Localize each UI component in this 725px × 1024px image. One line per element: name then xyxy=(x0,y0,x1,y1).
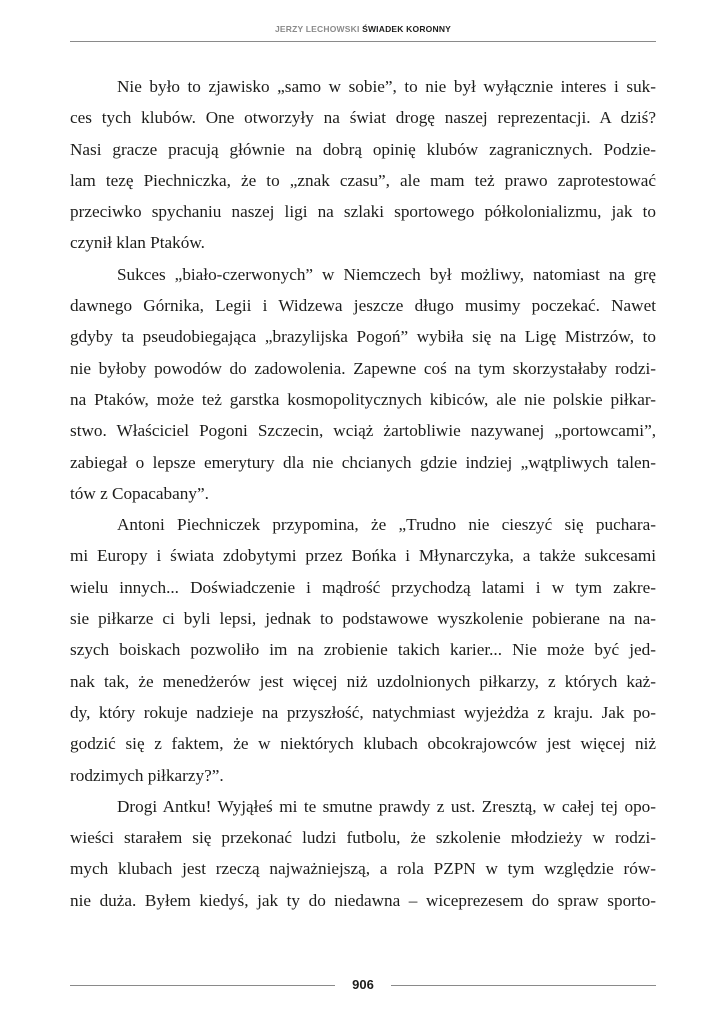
body-text xyxy=(70,71,656,916)
text-line: godzić się z faktem, że w niektórych klubach obcokrajowców jest więcej niż xyxy=(70,734,656,754)
text-line: wielu innych... Doświadczenie i mądrość przychodzą latami i w tym zakre- xyxy=(70,577,656,597)
text-line: nie byłoby powodów do zadowolenia. Zapewne coś na tym skorzystałaby rodzi- xyxy=(70,358,656,378)
text-line: Sukces „biało-czerwonych” w Niemczech był możliwy, natomiast na grę xyxy=(117,264,656,284)
running-header-author: JERZY LECHOWSKI xyxy=(274,24,360,34)
text-line: rodzimych piłkarzy?”. xyxy=(70,765,224,785)
running-header xyxy=(70,23,656,42)
page-footer xyxy=(70,975,656,995)
text-line: mi Europy i świata zdobytymi przez Bońka i Młynarczyka, a także sukcesami xyxy=(70,546,656,566)
text-line: przeciwko spychaniu naszej ligi na szlaki sportowego półkolonializmu, jak to xyxy=(70,202,656,222)
text-line: nie duża. Byłem kiedyś, jak ty do niedawna – wiceprezesem do spraw sporto- xyxy=(70,890,656,910)
text-line: Drogi Antku! Wyjąłeś mi te smutne prawdy z ust. Zresztą, w całej tej opo- xyxy=(117,796,656,816)
running-header-book-title: ŚWIADEK KORONNY xyxy=(362,24,452,34)
text-line: tów z Copacabany”. xyxy=(70,483,209,503)
footer-rule-right xyxy=(391,985,656,986)
text-line: ces tych klubów. One otworzyły na świat drogę naszej reprezentacji. A dziś? xyxy=(70,108,656,128)
text-line: stwo. Właściciel Pogoni Szczecin, wciąż żartobliwie nazywanej „portowcami”, xyxy=(70,421,656,441)
text-line: sie piłkarze ci byli lepsi, jednak to podstawowe wyszkolenie pobierane na na- xyxy=(70,609,656,629)
text-line: Nie było to zjawisko „samo w sobie”, to nie był wyłącznie interes i suk- xyxy=(117,77,656,96)
page-number: 906 xyxy=(352,977,374,992)
text-line: Antoni Piechniczek przypomina, że „Trudno nie cieszyć się puchara- xyxy=(117,515,656,535)
text-line: Nasi gracze pracują głównie na dobrą opinię klubów zagranicznych. Podzie- xyxy=(70,139,656,159)
text-line: czynił klan Ptaków. xyxy=(70,233,205,253)
text-line: zabiegał o lepsze emerytury dla nie chcianych gdzie indziej „wątpliwych talen- xyxy=(70,452,656,472)
text-line: gdyby ta pseudobiegająca „brazylijska Pogoń” wybiła się na Ligę Mistrzów, to xyxy=(70,327,656,347)
text-line: wieści starałem się przekonać ludzi futbolu, że szkolenie młodzieży w rodzi- xyxy=(70,828,656,848)
text-line: dawnego Górnika, Legii i Widzewa jeszcze długo musimy poczekać. Nawet xyxy=(70,296,656,316)
text-line: na Ptaków, może też garstka kosmopolitycznych kibiców, ale nie polskie piłkar- xyxy=(70,389,656,409)
text-line: szych boiskach pozwoliło im na zrobienie takich karier... Nie może być jed- xyxy=(70,640,656,660)
text-line: dy, który rokuje nadzieje na przyszłość, natychmiast wyjeżdża z kraju. Jak po- xyxy=(70,702,656,722)
text-line: lam tezę Piechniczka, że to „znak czasu”, ale mam też prawo zaprotestować xyxy=(70,170,656,190)
text-line: nak tak, że menedżerów jest więcej niż uzdolnionych piłkarzy, z których każ- xyxy=(70,671,656,691)
text-line: mych klubach jest rzeczą najważniejszą, a rola PZPN w tym względzie rów- xyxy=(70,859,656,879)
footer-rule-left xyxy=(70,985,335,986)
